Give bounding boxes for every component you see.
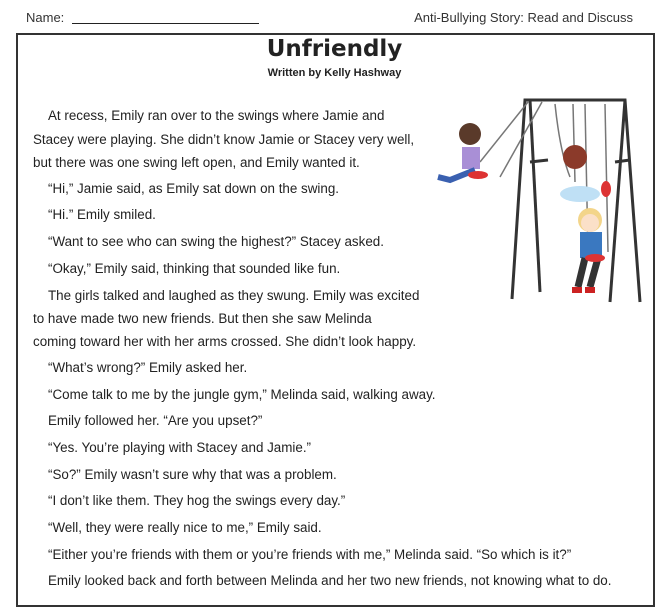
story-line: “Either you’re friends with them or you’re friends with me,” Melinda said. “So which is it?” <box>48 547 572 562</box>
story-line: “Yes. You’re playing with Stacey and Jamie.” <box>48 440 312 455</box>
worksheet-label: Anti-Bullying Story: Read and Discuss <box>414 10 633 25</box>
name-label: Name: <box>26 10 65 25</box>
story-byline: Written by Kelly Hashway <box>267 67 402 79</box>
story-line: “Well, they were really nice to me,” Emily said. <box>48 520 322 535</box>
story-line: “Okay,” Emily said, thinking that sounded like fun. <box>48 261 341 276</box>
story-line: Stacey were playing. She didn’t know Jamie or Stacey very well, <box>33 132 415 147</box>
story-line: “Want to see who can swing the highest?” Stacey asked. <box>48 234 384 249</box>
story-line: “Hi,” Jamie said, as Emily sat down on the swing. <box>48 181 339 196</box>
story-line: Emily followed her. “Are you upset?” <box>48 413 263 428</box>
story-title: Unfriendly <box>266 36 403 62</box>
name-blank-line <box>72 23 259 24</box>
story-line: “Come talk to me by the jungle gym,” Melinda said, walking away. <box>48 387 436 402</box>
story-line: “So?” Emily wasn’t sure why that was a problem. <box>48 467 337 482</box>
story-line: “I don’t like them. They hog the swings every day.” <box>48 493 346 508</box>
story-line: Emily looked back and forth between Melinda and her two new friends, not knowing what to do. <box>48 573 612 588</box>
story-line: “Hi.” Emily smiled. <box>48 207 156 222</box>
story-line: to have made two new friends. But then she saw Melinda <box>33 311 372 326</box>
story-line: but there was one swing left open, and Emily wanted it. <box>33 155 360 170</box>
swing-set-illustration <box>430 92 645 307</box>
story-line: At recess, Emily ran over to the swings where Jamie and <box>48 108 385 123</box>
story-line: “What’s wrong?” Emily asked her. <box>48 360 248 375</box>
story-line: coming toward her with her arms crossed. She didn’t look happy. <box>33 334 417 349</box>
story-line: The girls talked and laughed as they swung. Emily was excited <box>48 288 420 303</box>
